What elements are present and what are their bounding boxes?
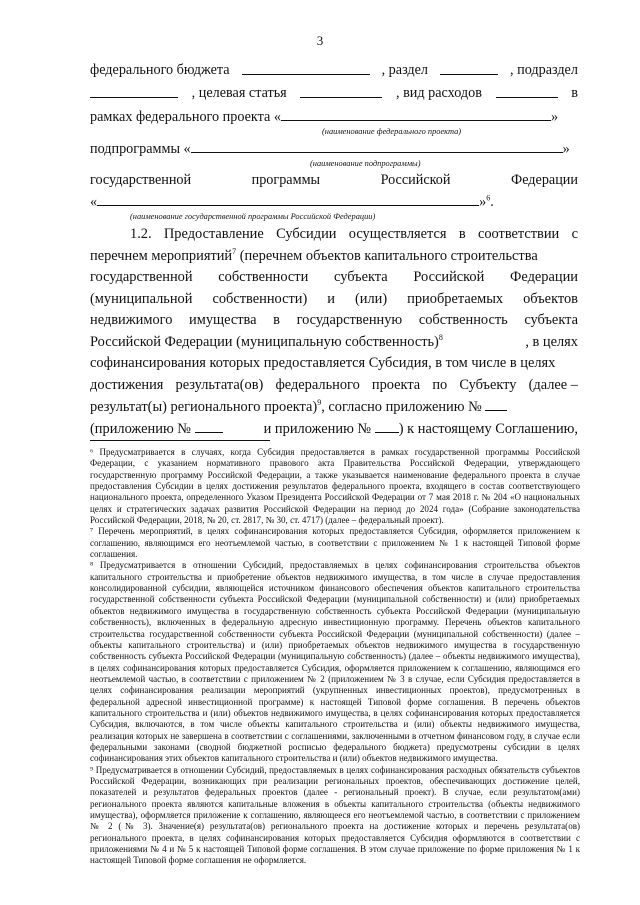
blank-field: [195, 420, 223, 433]
caption-subprogram: (наименование подпрограммы): [310, 159, 421, 168]
header-line-6: « »$^6$.: [90, 193, 494, 210]
blank-field: [90, 85, 178, 98]
blank-field: [281, 108, 551, 121]
clause-row: недвижимого имущества в государственную собственность субъекта: [90, 312, 578, 328]
clause-row: (приложению № и приложению № ) к настоящему Соглашению,: [90, 420, 578, 437]
clause-1-2: [90, 226, 578, 446]
caption-state-program: (наименование государственной программы Российской Федерации): [130, 212, 376, 221]
blank-field: [496, 85, 558, 98]
clause-row: Российской Федерации (муниципальную собственность)$^8$ , в целях: [90, 332, 578, 350]
header-line-1: федерального бюджета , раздел , подраздел: [90, 62, 578, 78]
footnote-7: ⁷ Перечень мероприятий, в целях софинансирования которых предоставляется Субсидия, оформляется приложением к соглашению, являющимся его неотъемлемой частью, в соответствии с приложением № 1 к настоящей Типовой форме соглашения.: [90, 526, 580, 560]
blank-field: [191, 140, 563, 153]
clause-row: (муниципальной собственности) и (или) приобретаемых объектов: [90, 290, 578, 307]
page-number: 3: [316, 33, 324, 48]
footnote-separator: [90, 440, 270, 441]
blank-field: [300, 85, 382, 98]
blank-field: [97, 193, 479, 206]
header-line-2: , целевая статья , вид расходов в: [90, 85, 578, 102]
header-line-3: рамках федерального проекта « »: [90, 109, 559, 125]
clause-row: софинансирования которых предоставляется Субсидия, в том числе в целях: [90, 355, 556, 371]
header-line-5: государственной программы Российской Федерации: [90, 172, 578, 188]
clause-row: результат(ы) регионального проекта)$^9$, согласно приложению №: [90, 398, 578, 416]
footnote-8: ⁸ Предусматривается в отношении Субсидий, предоставляемых в целях софинансирования строительства объектов капитального строительства и приобретение объектов недвижимого имущества, в том числе в случае предоставления консолидированной субсидии, являющейся источником финансового обеспечения объектов капитального строительства государственной собственности субъекта Российской Федерации (муниципальной собственности) и (или) приобретаемых объектов недвижимого имущества в государственную собственность субъекта Российской Федерации (муниципальную собственность), включенных в федеральную адресную инвестиционную программу. Перечень объектов капитального строительства государственной собственности субъекта Российской Федерации (муниципальной собственности) (далее – объекты капитального строительства) и (или) приобретаемых объектов недвижимого имущества в государственную собственность субъекта Российской Федерации (муниципальную собственность) (далее – объекты недвижимого имущества), в целях софинансирования которых предоставляется Субсидия, оформляется приложением к соглашению, являющимся его неотъемлемой частью, в соответствии с приложением № 2 (приложением № 3 в случае, если Субсидия предоставляется в целях софинансирования реализации мероприятий (укрупненных инвестиционных проектов), предусмотренных в федеральной адресной инвестиционной программе) к настоящей Типовой форме соглашения. В перечень объектов капитального строительства и (или) объектов недвижимого имущества, в целях софинансирования которых предоставляется Субсидия, включаются, в том числе объекты капитального строительства и (или) объекты недвижимого имущества, реализация которых не завершена в соответствии с соглашениями, заключенными в отчетном финансовом году, в случае если федеральными законами (сводной бюджетной росписью федерального бюджета) предусмотрены субсидии в целях софинансирования этих объектов капитального строительства и (или) объектов недвижимого имущества.: [90, 560, 580, 764]
clause-row: достижения результата(ов) федерального проекта по Субъекту (далее –: [90, 376, 578, 393]
footnote-6: ⁶ Предусматривается в случаях, когда Субсидия предоставляется в рамках государственной программы Российской Федерации, с указанием нормативного правового акта Правительства Российской Федерации, утверждающего государственную программу Российской Федерации, а также указывается наименование федерального проекта в случае предоставления Субсидии в целях достижения результатов федерального проекта, входящего в состав соответствующего национального проекта, определенного Указом Президента Российской Федерации от 7 мая 2018 г. № 204 «О национальных целях и стратегических задачах развития Российской Федерации на период до 2024 года» (Собрание законодательства Российской Федерации, 2018, № 20, ст. 2817, № 30, ст. 4717) (далее – федеральный проект).: [90, 447, 580, 526]
blank-field: [485, 398, 507, 411]
footnotes: [90, 447, 580, 867]
blank-field: [375, 420, 399, 433]
clause-row: государственной собственности субъекта Российской Федерации: [90, 269, 578, 285]
footnote-9: ⁹ Предусматривается в отношении Субсидий, предоставляемых в целях софинансирования расходных обязательств субъектов Российской Федерации, возникающих при реализации региональных проектов, обеспечивающих достижение целей, показателей и результатов федеральных проектов (далее - региональный проект). В случае, если результатом(ами) регионального проекта являются капитальные вложения в объекты капитального строительства (объекты недвижимого имущества), оформляется приложение к соглашению, являющееся его неотъемлемой частью, в соответствии с приложением № 2 (№ 3). Значение(я) результата(ов) регионального проекта на достижение которых и перечень результата(ов) регионального проекта, в целях софинансирования которых предоставляется Субсидия оформляются в соответствии с приложениями № 4 и № 5 к настоящей Типовой форме соглашения. В этом случае приложение по форме приложения № 1 к настоящей Типовой форме соглашения не оформляется.: [90, 764, 580, 866]
clause-row: 1.2. Предоставление Субсидии осуществляется в соответствии с: [130, 226, 578, 242]
caption-federal-project: (наименование федерального проекта): [322, 127, 462, 136]
blank-field: [440, 62, 498, 75]
header-line-4: подпрограммы « »: [90, 141, 570, 157]
blank-field: [242, 62, 370, 75]
clause-row: перечнем мероприятий$^7$ (перечнем объектов капитального строительства: [90, 246, 538, 264]
